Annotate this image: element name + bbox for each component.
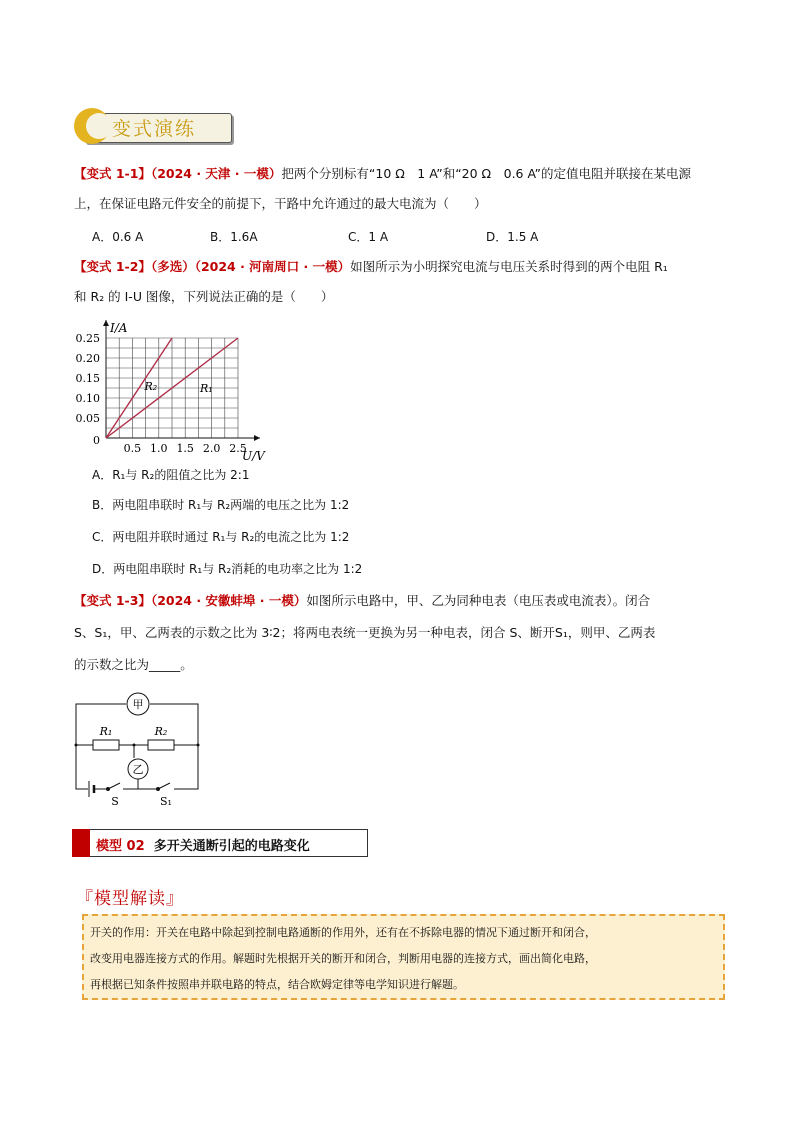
y-tick-label: 0.20 [75,352,100,365]
x-tick-label: 1.5 [176,442,194,455]
q3-tag: 【变式 1-3】 [74,593,151,608]
q3-line2: S、S₁，甲、乙两表的示数之比为 3∶2；将两电表统一更换为另一种电表，闭合 S、断开S₁，则甲、乙两表 [74,625,656,640]
series-label-1: R₂ [144,380,158,393]
x-tick-label: 2.5 [229,442,247,455]
q1-source: （2024 · 天津 · 一模） [150,166,282,181]
x-tick-label: 1.0 [150,442,168,455]
meter-b-label: 乙 [132,763,144,776]
wire-bottom-right [174,745,198,789]
junction-center [133,744,136,747]
q1-tag: 【变式 1-1】 [74,166,151,181]
x-tick-label: 2.0 [202,442,221,455]
reading-line2: 改变用电器连接方式的作用。解题时先根据开关的断开和闭合，判断用电器的连接方式，画出简化电路， [90,952,596,965]
junction-right [197,744,200,747]
switch-s-label: S [111,795,119,808]
resistor-r2 [148,740,174,750]
resistor-r1 [93,740,119,750]
model-title: 多开关通断引起的电路变化 [153,839,310,854]
section-title: 变式演练 [112,118,197,140]
q1-text: 把两个分别标有“10 Ω 1 A”和“20 Ω 0.6 A”的定值电阻并联接在某电源 [281,166,691,181]
q1-line2: 上，在保证电路元件安全的前提下，干路中允许通过的最大电流为（ ） [74,196,487,211]
switch-s1-blade [158,783,170,789]
q3-source: （2024 · 安徽蚌埠 · 一模） [150,593,307,608]
series-label-2: R₁ [199,382,213,395]
banner-decoration-inner [86,113,112,139]
q3-text: 如图所示电路中，甲、乙为同种电表（电压表或电流表）。闭合 [306,593,651,608]
model-header-text [96,835,310,854]
q1-option-d: D．1.5 A [486,230,539,244]
q2-line1 [74,258,668,276]
q1-option-c: C．1 A [348,230,389,244]
q3-line1 [74,592,650,610]
q2-option-b: B．两电阻串联时 R₁与 R₂两端的电压之比为 1:2 [92,498,350,512]
q1-option-a: A．0.6 A [92,230,144,244]
q2-option-c: C．两电阻并联时通过 R₁与 R₂的电流之比为 1:2 [92,530,350,544]
r2-label: R₂ [154,725,168,738]
y-tick-label: 0.10 [75,392,100,405]
x-tick-label: 0.5 [123,442,142,455]
q2-source: （多选）（2024 · 河南周口 · 一模） [150,259,351,274]
q2-line2: 和 R₂ 的 I-U 图像，下列说法正确的是（ ） [74,289,334,304]
y-axis-arrow-icon [103,320,109,326]
r1-label: R₁ [99,725,113,738]
reading-line1: 开关的作用：开关在电路中除起到控制电路通断的作用外，还有在不拆除电器的情况下通过断开和闭合， [90,926,596,939]
circuit-diagram [68,688,208,812]
x-axis-label: U/V [242,449,265,463]
q3-line3: 的示数之比为_____。 [74,657,193,672]
q2-option-a: A．R₁与 R₂的阻值之比为 2:1 [92,468,250,482]
wire-bottom-left [76,745,88,789]
q2-text: 如图所示为小明探究电流与电压关系时得到的两个电阻 R₁ [350,259,668,274]
q1-option-b: B．1.6A [210,230,258,244]
y-tick-label: 0.05 [75,412,100,425]
q1-line1 [74,165,691,183]
reading-box [82,914,725,1000]
reading-title: 『模型解读』 [76,889,184,909]
junction-left [75,744,78,747]
reading-line3: 再根据已知条件按照串并联电路的特点，结合欧姆定律等电学知识进行解题。 [90,978,464,991]
q2-option-d: D．两电阻串联时 R₁与 R₂消耗的电功率之比为 1:2 [92,562,363,576]
y-axis-label: I/A [110,321,128,335]
y-tick-label: 0.15 [75,372,100,385]
q2-tag: 【变式 1-2】 [74,259,151,274]
model-header-bar [72,829,90,857]
switch-s-blade [108,783,120,789]
iu-chart [66,310,265,463]
model-number: 模型 02 [96,839,145,854]
meter-a-label: 甲 [132,698,144,711]
y-tick-label: 0.25 [75,332,100,345]
switch-s1-label: S₁ [160,795,172,808]
origin-label: 0 [93,434,100,447]
x-axis-arrow-icon [254,435,260,441]
